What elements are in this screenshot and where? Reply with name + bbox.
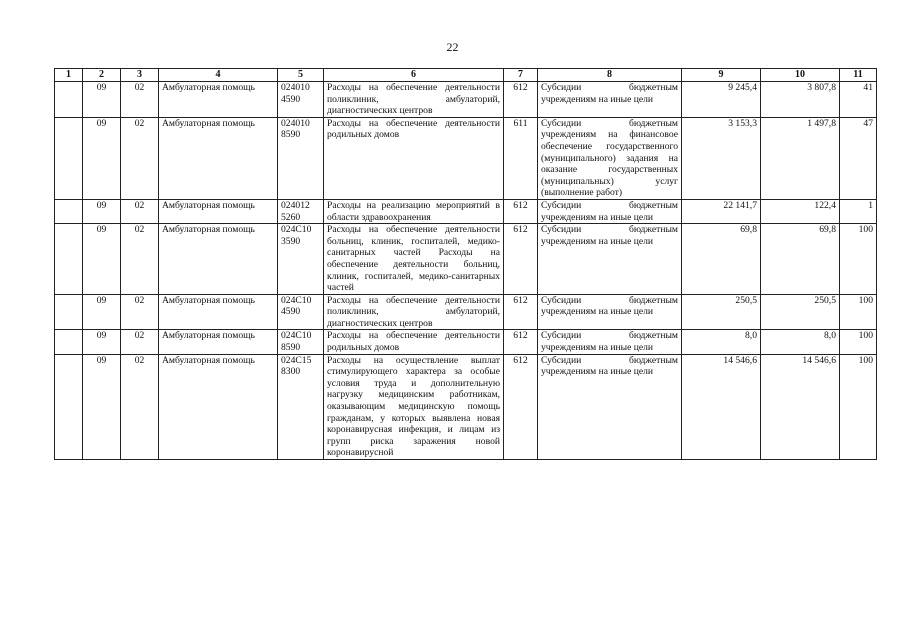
cell-expense-name: Субсидии бюджетным учреждениям на иные цели <box>538 330 682 354</box>
table-row <box>55 224 877 295</box>
col-header-3: 3 <box>121 69 159 82</box>
cell-target-name: Расходы на обеспечение деятельности родильных домов <box>324 330 504 354</box>
cell-1 <box>55 294 83 330</box>
cell-plan: 69,8 <box>682 224 761 295</box>
cell-subsection: 02 <box>121 224 159 295</box>
cell-target-code: 024012 5260 <box>278 199 324 223</box>
cell-percent: 41 <box>840 82 877 118</box>
cell-expense-code: 612 <box>504 82 538 118</box>
cell-expense-name: Субсидии бюджетным учреждениям на иные цели <box>538 224 682 295</box>
cell-target-code: 024010 8590 <box>278 117 324 199</box>
cell-expense-code: 611 <box>504 117 538 199</box>
cell-expense-code: 612 <box>504 199 538 223</box>
col-header-2: 2 <box>83 69 121 82</box>
cell-percent: 100 <box>840 224 877 295</box>
cell-percent: 100 <box>840 354 877 459</box>
cell-expense-name: Субсидии бюджетным учреждениям на иные цели <box>538 294 682 330</box>
cell-percent: 100 <box>840 294 877 330</box>
cell-target-code: 024C10 8590 <box>278 330 324 354</box>
col-header-6: 6 <box>324 69 504 82</box>
budget-table <box>54 68 877 460</box>
cell-subsection-name: Амбулаторная помощь <box>159 82 278 118</box>
cell-actual: 14 546,6 <box>761 354 840 459</box>
cell-target-name: Расходы на осуществление выплат стимулирующего характера за особые условия труда и дополнительную нагрузку медицинским работникам, оказывающим медицинскую помощь гражданам, у которых выявлена новая коронавирусная инфекция, и лицам из групп риска заражения новой коронавирусной <box>324 354 504 459</box>
cell-plan: 8,0 <box>682 330 761 354</box>
cell-subsection-name: Амбулаторная помощь <box>159 330 278 354</box>
cell-percent: 1 <box>840 199 877 223</box>
cell-target-name: Расходы на обеспечение деятельности поликлиник, амбулаторий, диагностических центров <box>324 82 504 118</box>
cell-actual: 1 497,8 <box>761 117 840 199</box>
cell-target-name: Расходы на реализацию мероприятий в области здравоохранения <box>324 199 504 223</box>
col-header-8: 8 <box>538 69 682 82</box>
cell-expense-name: Субсидии бюджетным учреждениям на иные цели <box>538 82 682 118</box>
cell-plan: 9 245,4 <box>682 82 761 118</box>
cell-actual: 3 807,8 <box>761 82 840 118</box>
cell-actual: 250,5 <box>761 294 840 330</box>
cell-expense-code: 612 <box>504 294 538 330</box>
cell-1 <box>55 354 83 459</box>
cell-subsection: 02 <box>121 354 159 459</box>
col-header-1: 1 <box>55 69 83 82</box>
cell-subsection: 02 <box>121 199 159 223</box>
cell-plan: 250,5 <box>682 294 761 330</box>
cell-section: 09 <box>83 330 121 354</box>
cell-expense-name: Субсидии бюджетным учреждениям на финансовое обеспечение государственного (муниципального) задания на оказание государственных (муниципальных) услуг (выполнение работ) <box>538 117 682 199</box>
cell-target-code: 024C15 8300 <box>278 354 324 459</box>
cell-subsection-name: Амбулаторная помощь <box>159 199 278 223</box>
cell-1 <box>55 330 83 354</box>
col-header-11: 11 <box>840 69 877 82</box>
cell-plan: 22 141,7 <box>682 199 761 223</box>
cell-1 <box>55 224 83 295</box>
cell-section: 09 <box>83 354 121 459</box>
cell-subsection: 02 <box>121 82 159 118</box>
cell-percent: 47 <box>840 117 877 199</box>
cell-subsection-name: Амбулаторная помощь <box>159 224 278 295</box>
cell-actual: 122,4 <box>761 199 840 223</box>
cell-subsection-name: Амбулаторная помощь <box>159 117 278 199</box>
cell-subsection: 02 <box>121 330 159 354</box>
cell-section: 09 <box>83 117 121 199</box>
table-row <box>55 82 877 118</box>
cell-target-code: 024C10 3590 <box>278 224 324 295</box>
cell-section: 09 <box>83 82 121 118</box>
col-header-5: 5 <box>278 69 324 82</box>
table-row <box>55 330 877 354</box>
cell-expense-name: Субсидии бюджетным учреждениям на иные цели <box>538 199 682 223</box>
cell-1 <box>55 199 83 223</box>
cell-expense-code: 612 <box>504 330 538 354</box>
cell-subsection: 02 <box>121 294 159 330</box>
cell-expense-code: 612 <box>504 224 538 295</box>
col-header-10: 10 <box>761 69 840 82</box>
cell-1 <box>55 82 83 118</box>
cell-target-name: Расходы на обеспечение деятельности больниц, клиник, госпиталей, медико-санитарных частей Расходы на обеспечение деятельности больниц, клиник, госпиталей, медико-санитарных частей <box>324 224 504 295</box>
cell-plan: 3 153,3 <box>682 117 761 199</box>
cell-subsection-name: Амбулаторная помощь <box>159 354 278 459</box>
cell-section: 09 <box>83 294 121 330</box>
col-header-9: 9 <box>682 69 761 82</box>
table-row <box>55 354 877 459</box>
cell-target-name: Расходы на обеспечение деятельности родильных домов <box>324 117 504 199</box>
cell-actual: 69,8 <box>761 224 840 295</box>
page-number: 22 <box>446 40 459 54</box>
cell-plan: 14 546,6 <box>682 354 761 459</box>
cell-percent: 100 <box>840 330 877 354</box>
table-row <box>55 294 877 330</box>
table-row <box>55 117 877 199</box>
cell-section: 09 <box>83 224 121 295</box>
cell-subsection: 02 <box>121 117 159 199</box>
col-header-7: 7 <box>504 69 538 82</box>
cell-expense-code: 612 <box>504 354 538 459</box>
cell-1 <box>55 117 83 199</box>
table-row <box>55 199 877 223</box>
cell-target-code: 024010 4590 <box>278 82 324 118</box>
header-row <box>55 69 877 82</box>
col-header-4: 4 <box>159 69 278 82</box>
cell-subsection-name: Амбулаторная помощь <box>159 294 278 330</box>
cell-actual: 8,0 <box>761 330 840 354</box>
cell-section: 09 <box>83 199 121 223</box>
cell-expense-name: Субсидии бюджетным учреждениям на иные цели <box>538 354 682 459</box>
cell-target-code: 024C10 4590 <box>278 294 324 330</box>
cell-target-name: Расходы на обеспечение деятельности поликлиник, амбулаторий, диагностических центров <box>324 294 504 330</box>
